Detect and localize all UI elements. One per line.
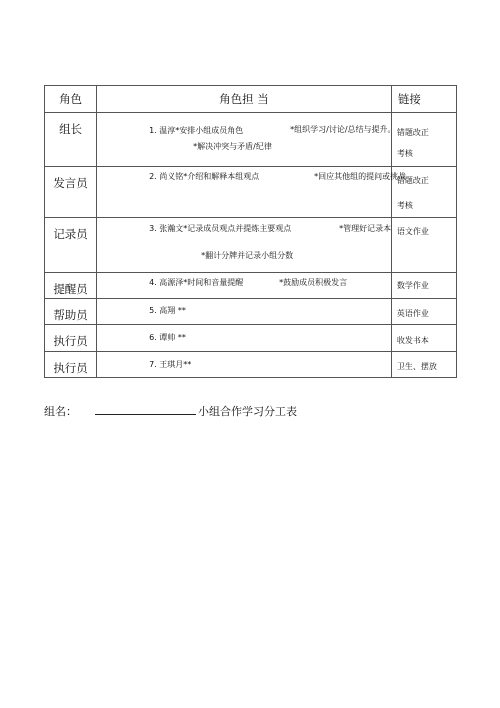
- role-cell: 提醒员: [45, 273, 97, 299]
- role-assignment-table: [44, 85, 457, 378]
- table-row: [45, 325, 457, 352]
- role-cell: 发言员: [45, 167, 97, 218]
- link-text: 卫生、摆放: [396, 362, 437, 371]
- duty-text: *解决冲突与矛盾/纪律: [193, 142, 272, 151]
- role-cell: 记录员: [45, 218, 97, 273]
- duty-text: 2. 尚义铭*介绍和解释本组观点: [149, 172, 260, 181]
- group-name-blank[interactable]: [95, 403, 196, 415]
- duty-text: *组织学习/讨论/总结与提升。: [290, 125, 396, 134]
- table-row: [45, 299, 457, 325]
- link-text: 数学作业: [396, 281, 429, 290]
- link-cell: [391, 299, 456, 325]
- duty-text: 4. 高源泽*时间和音量提醒: [149, 278, 244, 287]
- duty-text: *回应其他组的提问或挑战: [314, 172, 407, 181]
- table-header-row: [45, 86, 457, 113]
- header-link: 链接: [391, 86, 456, 113]
- duty-cell: [97, 218, 392, 273]
- table-row: [45, 352, 457, 378]
- group-name-label: 组名：: [44, 405, 77, 418]
- link-text: 收发书本: [396, 336, 429, 345]
- link-text: 错题改正: [396, 176, 429, 185]
- table-row: [45, 273, 457, 299]
- duty-text: 5. 高翔 **: [149, 306, 186, 315]
- group-name-line: [44, 403, 297, 419]
- table-row: [45, 113, 457, 167]
- role-cell: 组长: [45, 113, 97, 167]
- link-cell: [391, 352, 456, 378]
- table-row: [45, 167, 457, 218]
- duty-cell: [97, 273, 392, 299]
- link-cell: [391, 273, 456, 299]
- document-title: 小组合作学习分工表: [198, 405, 297, 418]
- duty-cell: [97, 299, 392, 325]
- duty-text: 6. 谭帅 **: [149, 333, 186, 342]
- link-text: 英语作业: [396, 309, 429, 318]
- duty-text: *翻计分牌并记录小组分数: [201, 251, 294, 260]
- link-text: 语文作业: [396, 227, 429, 236]
- link-text: 错题改正: [396, 128, 429, 137]
- link-cell: [391, 325, 456, 352]
- table-row: [45, 218, 457, 273]
- link-text: 考核: [396, 149, 413, 158]
- header-duty: 角色担 当: [97, 86, 392, 113]
- role-cell: 帮助员: [45, 299, 97, 325]
- duty-text: 3. 张瀚文*记录成员观点并提炼主要观点: [149, 224, 292, 233]
- header-role: 角色: [45, 86, 97, 113]
- role-cell: 执行员: [45, 352, 97, 378]
- duty-text: *管理好记录本: [339, 224, 392, 233]
- link-cell: [391, 218, 456, 273]
- duty-text: *鼓励成员积极发言: [279, 278, 348, 287]
- link-cell: [391, 113, 456, 167]
- duty-text: 7. 王琪月**: [149, 360, 192, 369]
- duty-cell: [97, 352, 392, 378]
- duty-cell: [97, 325, 392, 352]
- duty-cell: [97, 113, 396, 167]
- link-cell: [391, 167, 456, 218]
- link-text: 考核: [396, 201, 413, 210]
- duty-text: 1. 温淳*安排小组成员角色: [149, 126, 244, 135]
- role-cell: 执行员: [45, 325, 97, 352]
